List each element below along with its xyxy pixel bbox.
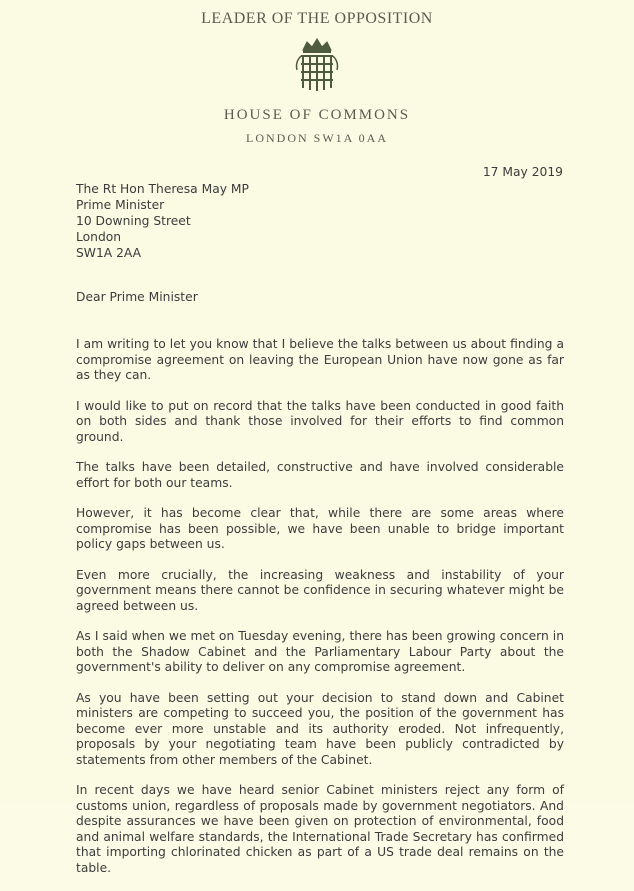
recipient-line: Prime Minister bbox=[76, 198, 165, 212]
recipient-line: London bbox=[76, 230, 122, 244]
body-paragraph: However, it has become clear that, while there are some areas where compromise has been possible, we have been unable to bridge important policy gaps between us. bbox=[76, 506, 564, 551]
body-paragraph: I would like to put on record that the talks have been conducted in good faith on both sides and thank those involved for their efforts to find common ground. bbox=[76, 398, 564, 444]
office-title: LEADER OF THE OPPOSITION bbox=[201, 10, 433, 27]
salutation: Dear Prime Minister bbox=[76, 290, 198, 304]
body-paragraph: I am writing to let you know that I believe the talks between us about finding a compromise agreement on leaving the European Union have now gone as far as they can. bbox=[76, 337, 564, 382]
body-paragraph: As you have been setting out your decision to stand down and Cabinet ministers are competing to succeed you, the position of the government has become ever more unstable and its authority eroded. Not infrequently, proposals by your negotiating team have been publicly contradicted by statements from other members of the Cabinet. bbox=[76, 690, 564, 767]
body-paragraph: Even more crucially, the increasing weakness and instability of your government means there cannot be confidence in securing whatever might be agreed between us. bbox=[76, 567, 564, 613]
house-address: LONDON SW1A 0AA bbox=[246, 131, 388, 145]
recipient-line: 10 Downing Street bbox=[76, 214, 191, 228]
body-paragraph: In recent days we have heard senior Cabinet ministers reject any form of customs union, regardless of proposals made by government negotiators. And despite assurances we have been given on protection of environmental, food and animal welfare standards, the International Trade Secretary has confirmed that importing chlorinated chicken as part of a US trade deal remains on the table. bbox=[76, 783, 564, 875]
body-paragraph: As I said when we met on Tuesday evening, there has been growing concern in both the Shadow Cabinet and the Parliamentary Labour Party about the government's ability to deliver on any compromise agreement. bbox=[76, 629, 564, 674]
body-paragraph: The talks have been detailed, constructive and have involved considerable effort for both our teams. bbox=[76, 460, 564, 490]
portcullis-icon bbox=[291, 36, 343, 96]
house-name: HOUSE OF COMMONS bbox=[223, 107, 411, 123]
recipient-line: The Rt Hon Theresa May MP bbox=[76, 182, 249, 196]
letter-date: 17 May 2019 bbox=[482, 165, 563, 179]
recipient-line: SW1A 2AA bbox=[76, 246, 142, 260]
letter-body bbox=[76, 337, 564, 891]
recipient-address bbox=[76, 181, 249, 261]
